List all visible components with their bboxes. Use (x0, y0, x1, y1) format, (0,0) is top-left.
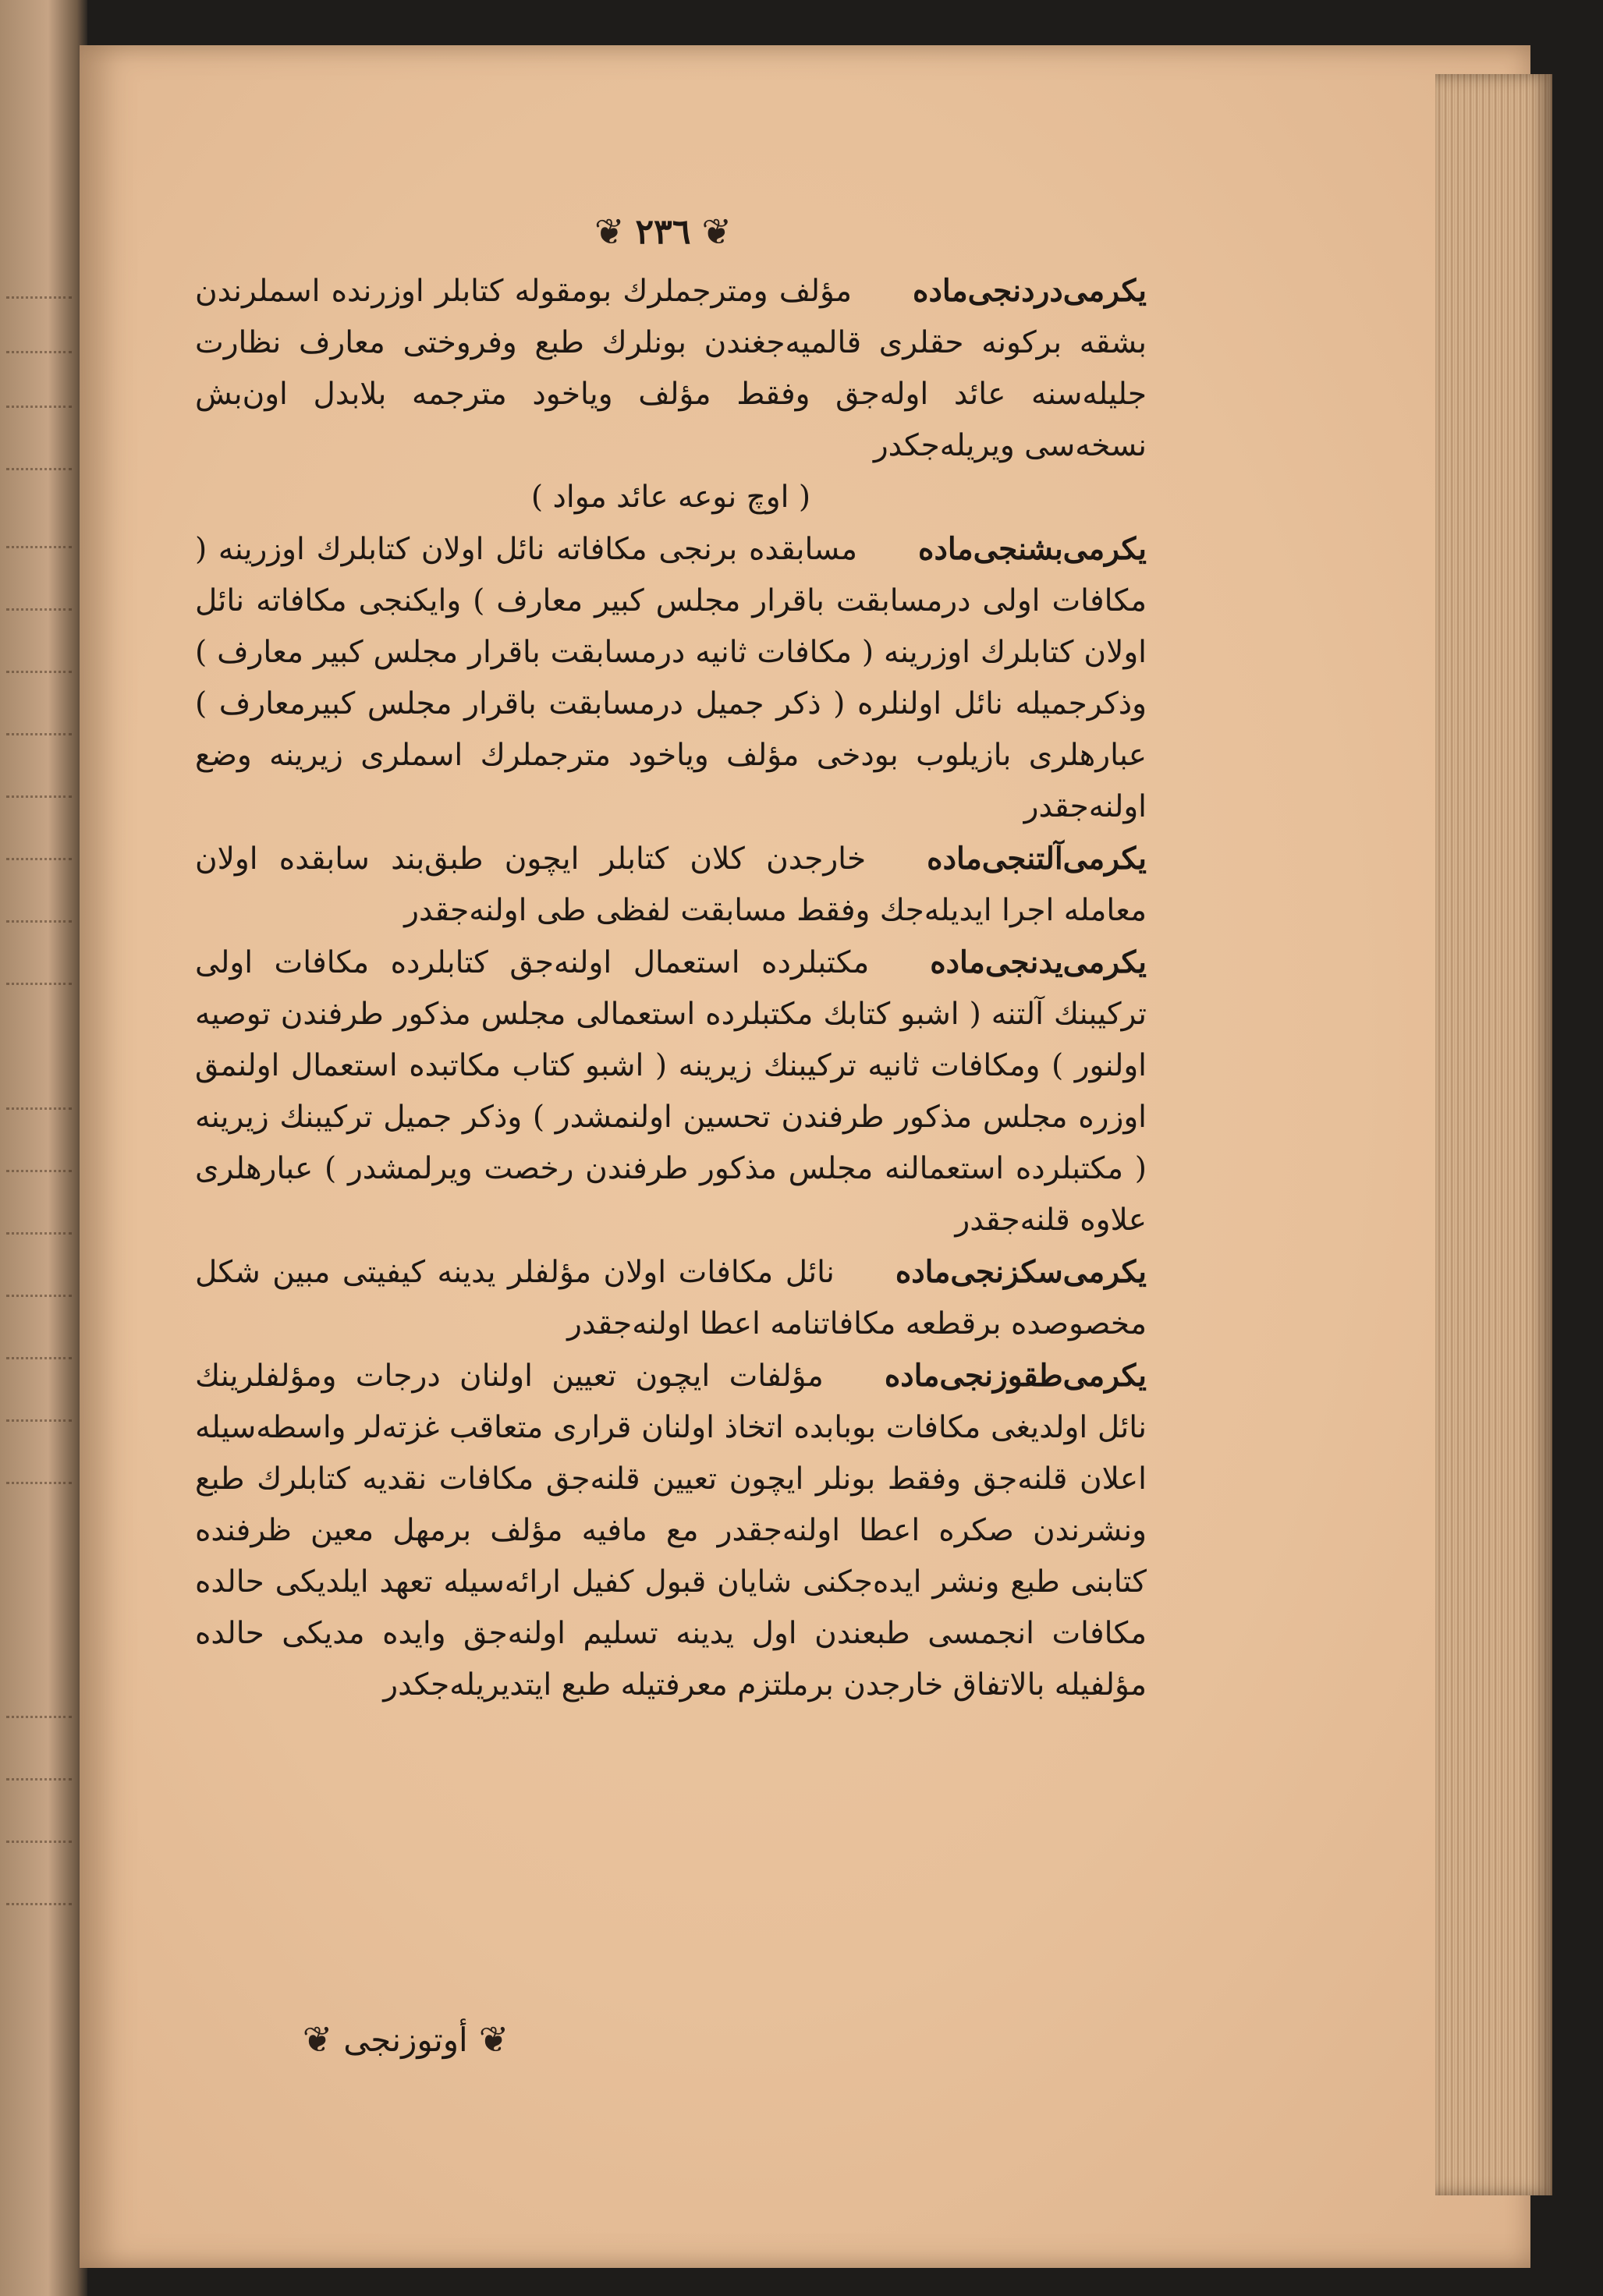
page-block-edges (1435, 74, 1552, 2195)
article-number: يكرمى‌بشنجى‌ماده (918, 531, 1147, 567)
article-paragraph (195, 937, 1147, 1246)
ornament-left-icon: ❦ (478, 2018, 509, 2060)
article-text: نائل مكافات اولان مؤلفلر يدينه كيفيتى مبين شكل مخصوصده برقطعه مكافاتنامه اعطا اولنه‌جقدر (195, 1255, 1147, 1341)
article-text: مؤلفات ايچون تعيين اولنان درجات ومؤلفلرينك نائل اولديغى مكافات بوبابده اتخاذ اولنان قرارى متعاقب غزته‌لر واسطه‌سيله اعلان قلنه‌جق وفقط بونلر ايچون تعيين قلنه‌جق مكافات نقديه كتابلرك طبع ونشرندن صكره اعطا اولنه‌جقدر مع مافيه مؤلف برمهل معين ظرفنده كتابنى طبع ونشر ايده‌جكنى شايان قبول كفيل ارائه‌سيله تعهد ايلديكى حالده مكافات انجمسى طبعندن اول يدينه تسليم اولنه‌جق وايده مديكى حالده مؤلفيله بالاتفاق خارجدن برملتزم معرفتيله طبع ايتديريله‌جكدر (195, 1359, 1147, 1703)
article-number: يكرمى‌آلتنجى‌ماده (927, 841, 1147, 877)
ornament-right-icon: ❦ (701, 211, 732, 253)
facing-page-edge (0, 0, 87, 2296)
article-text: مؤلف ومترجملرك بومقوله كتابلر اوزرنده اسملرندن بشقه بركونه حقلرى قالميه‌جغندن بونلرك طبع وفروختى معارف نظارت جليله‌سنه عائد اوله‌جق وفقط مؤلف وياخود مترجمه بلابدل اون‌بش نسخه‌سى ويريله‌جكدر (195, 274, 1147, 463)
ornament-right-icon: ❦ (302, 2018, 333, 2060)
article-text: مسابقده برنجى مكافاته نائل اولان كتابلرك اوزرينه ( مكافات اولى درمسابقت باقرار مجلس كبير معارف ) وايكنجى مكافاته نائل اولان كتابلرك اوزرينه ( مكافات ثانيه درمسابقت باقرار مجلس كبير معارف ) وذكرجميله نائل اولنلره ( ذكر جميل درمسابقت باقرار مجلس كبيرمعارف ) عبارهلرى بازيلوب بودخى مؤلف وياخود مترجملرك اسملرى زيرينه وضع اولنه‌جقدر (195, 532, 1147, 824)
article-paragraph (195, 523, 1147, 833)
page-header (577, 204, 749, 259)
article-number: يكرمى‌دردنجى‌ماده (913, 273, 1147, 309)
article-number: يكرمى‌يدنجى‌ماده (930, 944, 1147, 980)
article-paragraph (195, 265, 1147, 472)
page-body (195, 265, 1147, 1711)
article-paragraph (195, 1246, 1147, 1350)
article-text: خارجدن كلان كتابلر ايچون طبق‌بند سابقده اولان معامله اجرا ايديله‌جك وفقط مسابقت لفظى طى اولنه‌جقدر (195, 842, 1147, 928)
catchword-line (265, 2012, 546, 2067)
article-paragraph (195, 1350, 1147, 1711)
section-heading: ( اوچ نوعه عائد مواد ) (530, 480, 811, 515)
ornament-left-icon: ❦ (594, 211, 625, 253)
article-paragraph (195, 833, 1147, 937)
article-text: مكتبلرده استعمال اولنه‌جق كتابلرده مكافات اولى تركيبنك آلتنه ( اشبو كتابك مكتبلرده استعمالى مجلس مذكور طرفندن توصيه اولنور ) ومكافات ثانيه تركيبنك زيرينه ( اشبو كتاب مكاتبده استعمال اولنمق اوزره مجلس مذكور طرفندن تحسين اولنمشدر ) وذكر جميل تركيبنك زيرينه ( مكتبلرده استعمالنه مجلس مذكور طرفندن رخصت ويرلمشدر ) عبارهلرى علاوه قلنه‌جقدر (195, 945, 1147, 1238)
article-number: يكرمى‌سكزنجى‌ماده (895, 1254, 1147, 1290)
article-number: يكرمى‌طقوزنجى‌ماده (884, 1358, 1147, 1394)
page-number: ٢٣٦ (635, 211, 691, 252)
catchword: أوتوزنجى (343, 2020, 468, 2059)
